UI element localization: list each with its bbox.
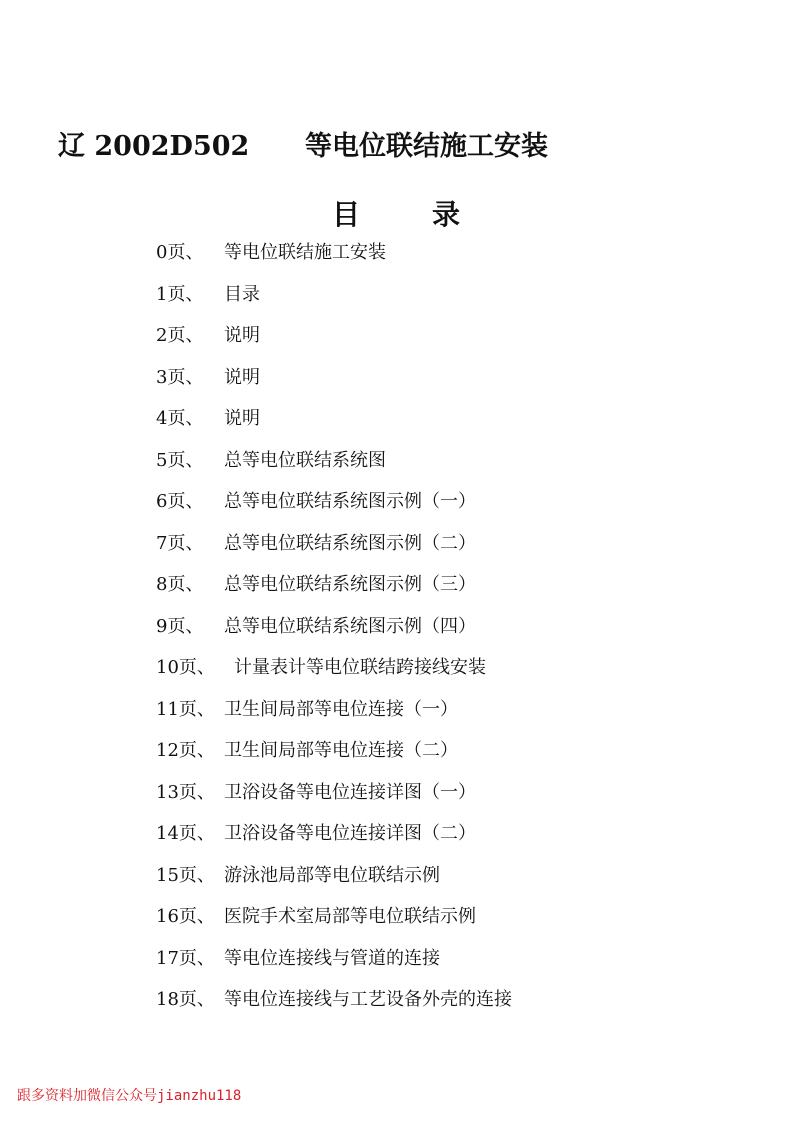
toc-item: [156, 606, 512, 648]
toc-item-title: 卫浴设备等电位连接详图（二）: [224, 823, 476, 844]
toc-page-number: 9页、: [156, 615, 204, 637]
toc-item: [156, 647, 512, 689]
toc-item: [156, 398, 512, 440]
standard-code: 辽 2002D502: [58, 131, 250, 162]
toc-item: [156, 440, 512, 482]
toc-page-number: 16页、: [156, 906, 215, 927]
toc-page-number: 14页、: [156, 823, 215, 844]
toc-heading-right: 录: [432, 198, 461, 231]
toc-page-number: 18页、: [156, 989, 215, 1010]
toc-item-title: 说明: [224, 366, 260, 388]
toc-item-title: 目录: [224, 283, 260, 305]
toc-item: [156, 481, 512, 523]
document-header: [0, 124, 793, 164]
toc-item: [156, 357, 512, 399]
toc-item-title: 说明: [224, 408, 260, 429]
toc-item-title: 等电位联结施工安装: [224, 242, 386, 263]
toc-item: [156, 232, 512, 274]
toc-page-number: 12页、: [156, 740, 215, 761]
toc-page-number: 4页、: [156, 408, 204, 429]
toc-item-title: 说明: [224, 325, 260, 346]
toc-item-title: 总等电位联结系统图示例（三）: [224, 574, 476, 595]
toc-item-title: 总等电位联结系统图示例（二）: [224, 532, 476, 554]
toc-page-number: 0页、: [156, 242, 204, 263]
toc-page-number: 10页、: [156, 657, 215, 678]
table-of-contents: [156, 232, 512, 1021]
toc-item: [156, 523, 512, 565]
toc-page-number: 13页、: [156, 781, 215, 803]
toc-page-number: 3页、: [156, 366, 204, 388]
toc-item-title: 游泳池局部等电位联结示例: [224, 864, 440, 886]
toc-item: [156, 855, 512, 897]
document-title: 等电位联结施工安装: [305, 131, 548, 162]
toc-item-title: 总等电位联结系统图示例（一）: [224, 491, 476, 512]
wechat-promo-note: 跟多资料加微信公众号jianzhu118: [17, 1088, 242, 1104]
toc-item-title: 计量表计等电位联结跨接线安装: [234, 657, 486, 678]
toc-page-number: 5页、: [156, 449, 204, 471]
toc-item: [156, 689, 512, 731]
toc-page-number: 2页、: [156, 325, 204, 346]
toc-item: [156, 730, 512, 772]
toc-item: [156, 315, 512, 357]
toc-page-number: 15页、: [156, 864, 215, 886]
toc-item-title: 等电位连接线与工艺设备外壳的连接: [224, 989, 512, 1010]
toc-item: [156, 772, 512, 814]
toc-item: [156, 274, 512, 316]
toc-page-number: 6页、: [156, 491, 204, 512]
toc-item-title: 卫生间局部等电位连接（一）: [224, 698, 458, 720]
toc-page-number: 11页、: [156, 698, 215, 720]
toc-item-title: 医院手术室局部等电位联结示例: [224, 906, 476, 927]
toc-page-number: 1页、: [156, 283, 204, 305]
toc-item-title: 卫浴设备等电位连接详图（一）: [224, 781, 476, 803]
toc-item: [156, 979, 512, 1021]
toc-item: [156, 938, 512, 980]
toc-page-number: 7页、: [156, 532, 204, 554]
toc-item-title: 总等电位联结系统图: [224, 449, 386, 471]
toc-item: [156, 564, 512, 606]
toc-item: [156, 896, 512, 938]
toc-page-number: 17页、: [156, 947, 215, 969]
toc-heading-left: 目: [332, 198, 361, 231]
toc-heading: [332, 193, 460, 233]
toc-item-title: 卫生间局部等电位连接（二）: [224, 740, 458, 761]
toc-item: [156, 813, 512, 855]
toc-item-title: 等电位连接线与管道的连接: [224, 947, 440, 969]
toc-item-title: 总等电位联结系统图示例（四）: [224, 615, 476, 637]
toc-page-number: 8页、: [156, 574, 204, 595]
